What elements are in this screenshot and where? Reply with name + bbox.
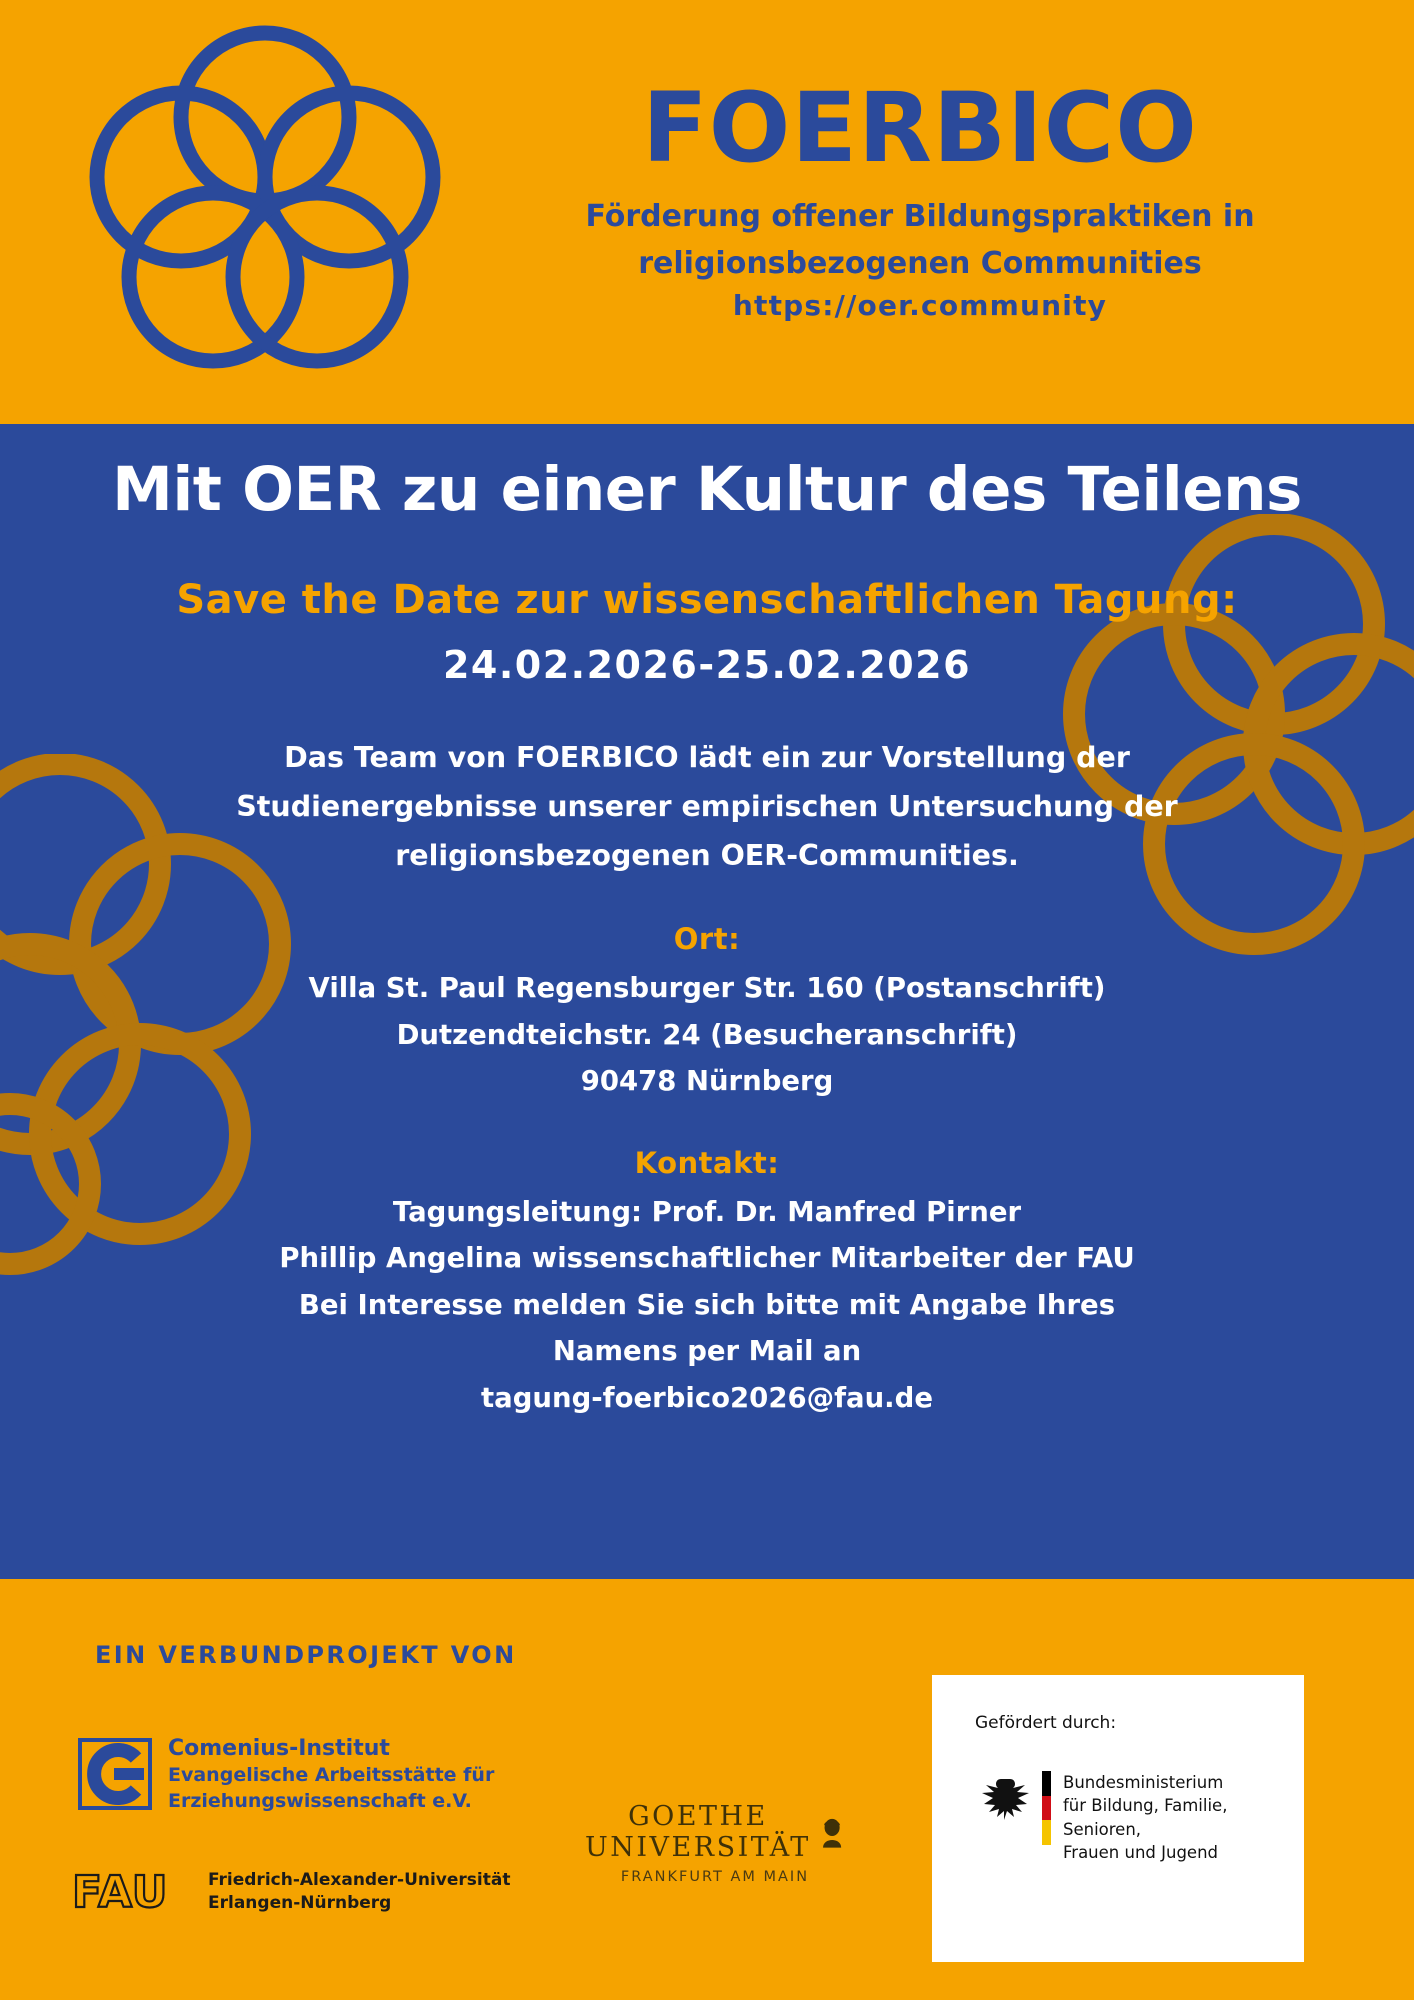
contact-label: Kontakt: <box>634 1145 780 1180</box>
bmbf-line-1: Bundesministerium <box>1063 1773 1224 1792</box>
partners-label: EIN VERBUNDPROJEKT VON <box>95 1641 517 1669</box>
five-interlocking-circles-icon <box>85 25 445 395</box>
federal-eagle-icon <box>972 1771 1030 1833</box>
contact-lines <box>0 1190 1414 1421</box>
poster-main <box>0 424 1414 1579</box>
location-line-1: Villa St. Paul Regensburger Str. 160 (Postanschrift) <box>308 972 1106 1005</box>
header-text-block <box>470 72 1370 322</box>
goethe-line-2: UNIVERSITÄT <box>585 1832 811 1864</box>
contact-line-2: Phillip Angelina wissenschaftlicher Mitarbeiter der FAU <box>279 1242 1135 1275</box>
event-headline: Mit OER zu einer Kultur des Teilens <box>112 454 1302 525</box>
save-the-date-label: Save the Date zur wissenschaftlichen Tagung: <box>176 577 1238 624</box>
goethe-logo <box>585 1801 845 1885</box>
comenius-title: Comenius-Institut <box>168 1736 390 1761</box>
brand-tagline <box>470 194 1370 287</box>
bmbf-funding-box <box>932 1675 1304 1962</box>
contact-line-1: Tagungsleitung: Prof. Dr. Manfred Pirner <box>392 1195 1022 1228</box>
svg-text:FAU: FAU <box>72 1867 169 1917</box>
contact-email[interactable]: tagung-foerbico2026@fau.de <box>481 1381 933 1414</box>
event-intro-text: Das Team von FOERBICO lädt ein zur Vorstellung der Studienergebnisse unserer empirischen Untersuchung der religionsbezogenen OER-Communities. <box>236 741 1178 873</box>
location-label: Ort: <box>673 922 741 957</box>
goethe-line-1: GOETHE <box>628 1801 768 1832</box>
tagline-line-1: Förderung offener Bildungspraktiken in <box>585 199 1255 234</box>
comenius-logo <box>78 1734 494 1814</box>
comenius-c-icon <box>78 1738 152 1810</box>
comenius-line-2: Evangelische Arbeitsstätte für <box>168 1764 495 1787</box>
poster-header <box>0 0 1414 424</box>
german-flag-bar-icon <box>1042 1771 1051 1845</box>
fau-line-2: Erlangen-Nürnberg <box>208 1893 392 1913</box>
contact-line-4: Namens per Mail an <box>552 1335 862 1368</box>
comenius-line-3: Erziehungswissenschaft e.V. <box>168 1789 472 1812</box>
goethe-line-3: FRANKFURT AM MAIN <box>620 1869 810 1886</box>
fau-line-1: Friedrich-Alexander-Universität <box>208 1870 511 1891</box>
bmbf-text <box>1063 1771 1273 1865</box>
location-lines <box>0 966 1414 1104</box>
fau-text <box>208 1869 510 1915</box>
comenius-text <box>168 1734 494 1814</box>
bmbf-line-3: Frauen und Jugend <box>1063 1843 1219 1863</box>
poster-footer <box>0 1579 1414 2000</box>
event-dates: 24.02.2026-25.02.2026 <box>442 643 972 688</box>
fau-wordmark-icon <box>72 1867 190 1917</box>
brand-title: FOERBICO <box>642 72 1198 184</box>
main-content <box>0 424 1414 1421</box>
contact-line-3: Bei Interesse melden Sie sich bitte mit Angabe Ihres <box>298 1288 1116 1321</box>
project-url[interactable]: https://oer.community <box>732 289 1108 322</box>
funding-label: Gefördert durch: <box>975 1713 1117 1733</box>
bmbf-line-2: für Bildung, Familie, Senioren, <box>1063 1796 1228 1839</box>
location-line-3: 90478 Nürnberg <box>580 1065 834 1098</box>
location-line-2: Dutzendteichstr. 24 (Besucheranschrift) <box>396 1018 1018 1051</box>
fau-logo <box>72 1867 510 1917</box>
tagline-line-2: religionsbezogenen Communities <box>638 245 1202 281</box>
goethe-portrait-icon <box>817 1801 845 1863</box>
